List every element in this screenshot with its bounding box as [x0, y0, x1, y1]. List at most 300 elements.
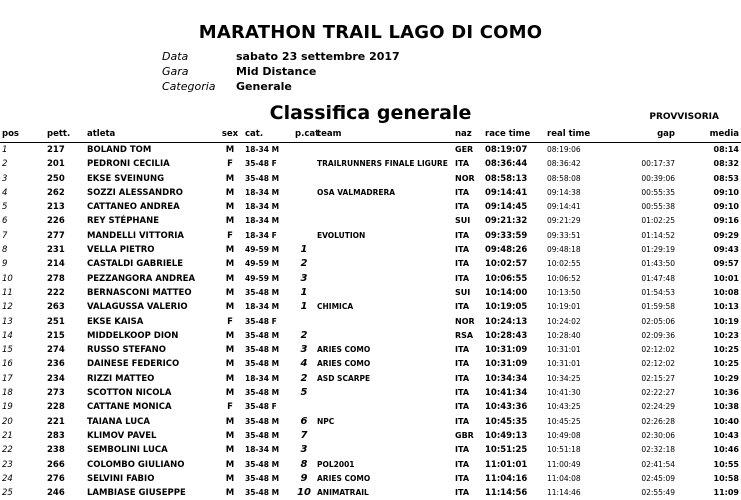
- cell-nationality: GBR: [453, 429, 483, 443]
- table-row: [0, 329, 741, 343]
- cell-race-time: 10:28:43: [483, 329, 545, 343]
- cell-real-time: 10:51:18: [545, 443, 605, 457]
- cell-pace: 10:40: [677, 415, 741, 429]
- cell-nationality: ITA: [453, 372, 483, 386]
- cell-category: 18-34 F: [243, 229, 293, 243]
- cell-pos: 7: [0, 229, 45, 243]
- cell-athlete: BERNASCONI MATTEO: [85, 286, 217, 300]
- cell-team: NPC: [315, 415, 453, 429]
- cell-real-time: 11:04:08: [545, 472, 605, 486]
- table-row: [0, 229, 741, 243]
- cell-real-time: 08:58:08: [545, 172, 605, 186]
- cell-sex: M: [217, 200, 243, 214]
- cell-bib: 251: [45, 315, 85, 329]
- cell-athlete: SCOTTON NICOLA: [85, 386, 217, 400]
- cell-real-time: 09:48:18: [545, 243, 605, 257]
- results-table: [0, 127, 741, 500]
- cell-real-time: 10:31:01: [545, 343, 605, 357]
- cell-real-time: 10:49:08: [545, 429, 605, 443]
- meta-value: Mid Distance: [236, 65, 316, 78]
- cell-race-time: 10:06:55: [483, 272, 545, 286]
- cell-pos: 17: [0, 372, 45, 386]
- cell-team: ASD SCARPE: [315, 372, 453, 386]
- table-row: [0, 486, 741, 500]
- cell-athlete: DAINESE FEDERICO: [85, 357, 217, 371]
- cell-pace: 10:25: [677, 357, 741, 371]
- table-row: [0, 172, 741, 186]
- cell-pace: 10:58: [677, 472, 741, 486]
- cell-category: 35-48 M: [243, 357, 293, 371]
- table-row: [0, 214, 741, 228]
- cell-category-rank: 2: [293, 372, 315, 386]
- cell-race-time: 10:34:34: [483, 372, 545, 386]
- cell-category-rank: 8: [293, 458, 315, 472]
- cell-bib: 266: [45, 458, 85, 472]
- cell-category: 35-48 M: [243, 386, 293, 400]
- cell-race-time: 11:01:01: [483, 458, 545, 472]
- cell-gap: 00:17:37: [605, 157, 677, 171]
- meta-label: Categoria: [162, 79, 236, 94]
- cell-race-time: 10:49:13: [483, 429, 545, 443]
- cell-category: 49-59 M: [243, 243, 293, 257]
- cell-sex: M: [217, 386, 243, 400]
- cell-bib: 221: [45, 415, 85, 429]
- cell-nationality: RSA: [453, 329, 483, 343]
- cell-athlete: LAMBIASE GIUSEPPE: [85, 486, 217, 500]
- cell-gap: 00:55:38: [605, 200, 677, 214]
- cell-pos: 15: [0, 343, 45, 357]
- cell-real-time: 10:19:01: [545, 300, 605, 314]
- cell-category-rank: [293, 315, 315, 329]
- cell-race-time: 10:31:09: [483, 343, 545, 357]
- cell-athlete: BOLAND TOM: [85, 143, 217, 158]
- cell-gap: 02:45:09: [605, 472, 677, 486]
- cell-gap: 02:24:29: [605, 400, 677, 414]
- cell-athlete: SELVINI FABIO: [85, 472, 217, 486]
- cell-nationality: ITA: [453, 472, 483, 486]
- cell-team: TRAILRUNNERS FINALE LIGURE: [315, 157, 453, 171]
- cell-athlete: EKSE KAISA: [85, 315, 217, 329]
- cell-sex: M: [217, 214, 243, 228]
- cell-gap: 01:54:53: [605, 286, 677, 300]
- cell-athlete: PEDRONI CECILIA: [85, 157, 217, 171]
- cell-sex: M: [217, 429, 243, 443]
- cell-pace: 10:36: [677, 386, 741, 400]
- table-row: [0, 243, 741, 257]
- cell-team: [315, 172, 453, 186]
- cell-gap: 02:30:06: [605, 429, 677, 443]
- cell-pos: 8: [0, 243, 45, 257]
- cell-bib: 201: [45, 157, 85, 171]
- cell-sex: M: [217, 329, 243, 343]
- cell-sex: M: [217, 415, 243, 429]
- table-row: [0, 386, 741, 400]
- col-header-sex: sex: [217, 127, 243, 143]
- col-header-pace: media: [677, 127, 741, 143]
- cell-category-rank: 1: [293, 243, 315, 257]
- cell-nationality: NOR: [453, 172, 483, 186]
- cell-team: POL2001: [315, 458, 453, 472]
- cell-nationality: SUI: [453, 286, 483, 300]
- cell-pace: 09:57: [677, 257, 741, 271]
- cell-athlete: PEZZANGORA ANDREA: [85, 272, 217, 286]
- cell-gap: 02:12:02: [605, 357, 677, 371]
- cell-pace: 10:23: [677, 329, 741, 343]
- cell-real-time: 11:14:46: [545, 486, 605, 500]
- cell-team: CHIMICA: [315, 300, 453, 314]
- status-badge: PROVVISORIA: [649, 112, 719, 122]
- col-header-athlete: atleta: [85, 127, 217, 143]
- cell-real-time: 10:13:50: [545, 286, 605, 300]
- cell-pace: 09:29: [677, 229, 741, 243]
- cell-pos: 23: [0, 458, 45, 472]
- cell-race-time: 11:04:16: [483, 472, 545, 486]
- cell-pos: 6: [0, 214, 45, 228]
- cell-real-time: 09:14:38: [545, 186, 605, 200]
- cell-sex: M: [217, 300, 243, 314]
- cell-sex: M: [217, 343, 243, 357]
- table-row: [0, 257, 741, 271]
- cell-category: 18-34 M: [243, 200, 293, 214]
- cell-nationality: GER: [453, 143, 483, 158]
- cell-nationality: ITA: [453, 200, 483, 214]
- cell-pace: 08:14: [677, 143, 741, 158]
- cell-team: OSA VALMADRERA: [315, 186, 453, 200]
- cell-category: 18-34 M: [243, 443, 293, 457]
- cell-real-time: 08:19:06: [545, 143, 605, 158]
- col-header-real-time: real time: [545, 127, 605, 143]
- cell-gap: 01:43:50: [605, 257, 677, 271]
- cell-category: 18-34 M: [243, 214, 293, 228]
- cell-gap: 02:15:27: [605, 372, 677, 386]
- cell-race-time: 10:45:35: [483, 415, 545, 429]
- cell-category: 49-59 M: [243, 257, 293, 271]
- cell-team: [315, 329, 453, 343]
- cell-category: 35-48 F: [243, 157, 293, 171]
- cell-nationality: ITA: [453, 229, 483, 243]
- cell-category-rank: [293, 157, 315, 171]
- cell-pos: 11: [0, 286, 45, 300]
- cell-team: ANIMATRAIL: [315, 486, 453, 500]
- cell-nationality: ITA: [453, 486, 483, 500]
- cell-category-rank: [293, 229, 315, 243]
- cell-sex: M: [217, 186, 243, 200]
- cell-real-time: 10:06:52: [545, 272, 605, 286]
- cell-real-time: 10:41:30: [545, 386, 605, 400]
- cell-category-rank: 7: [293, 429, 315, 443]
- cell-real-time: 11:00:49: [545, 458, 605, 472]
- cell-gap: 02:26:28: [605, 415, 677, 429]
- cell-bib: 238: [45, 443, 85, 457]
- cell-pos: 3: [0, 172, 45, 186]
- cell-pace: 10:29: [677, 372, 741, 386]
- cell-bib: 283: [45, 429, 85, 443]
- cell-pace: 08:53: [677, 172, 741, 186]
- cell-category: 35-48 M: [243, 429, 293, 443]
- cell-team: [315, 143, 453, 158]
- cell-category-rank: 10: [293, 486, 315, 500]
- cell-pos: 18: [0, 386, 45, 400]
- cell-race-time: 10:24:13: [483, 315, 545, 329]
- cell-category-rank: [293, 214, 315, 228]
- table-row: [0, 472, 741, 486]
- cell-team: [315, 315, 453, 329]
- cell-sex: F: [217, 400, 243, 414]
- cell-athlete: EKSE SVEINUNG: [85, 172, 217, 186]
- col-header-category-rank: p.cat: [293, 127, 315, 143]
- cell-nationality: ITA: [453, 300, 483, 314]
- cell-nationality: ITA: [453, 400, 483, 414]
- cell-team: ARIES COMO: [315, 472, 453, 486]
- cell-bib: 276: [45, 472, 85, 486]
- cell-category: 35-48 M: [243, 415, 293, 429]
- table-row: [0, 429, 741, 443]
- cell-nationality: ITA: [453, 272, 483, 286]
- cell-sex: F: [217, 315, 243, 329]
- cell-pos: 20: [0, 415, 45, 429]
- cell-race-time: 08:58:13: [483, 172, 545, 186]
- cell-bib: 213: [45, 200, 85, 214]
- cell-category-rank: 3: [293, 443, 315, 457]
- cell-athlete: VALAGUSSA VALERIO: [85, 300, 217, 314]
- meta-label: Data: [162, 49, 236, 64]
- cell-team: [315, 429, 453, 443]
- cell-athlete: CATTANEO ANDREA: [85, 200, 217, 214]
- cell-category: 35-48 F: [243, 315, 293, 329]
- cell-bib: 277: [45, 229, 85, 243]
- cell-category-rank: 3: [293, 272, 315, 286]
- cell-race-time: 08:36:44: [483, 157, 545, 171]
- col-header-bib: pett.: [45, 127, 85, 143]
- cell-team: [315, 257, 453, 271]
- cell-bib: 246: [45, 486, 85, 500]
- cell-sex: M: [217, 486, 243, 500]
- cell-sex: M: [217, 372, 243, 386]
- meta-date: [162, 49, 400, 64]
- cell-real-time: 10:43:25: [545, 400, 605, 414]
- cell-bib: 234: [45, 372, 85, 386]
- cell-real-time: 10:34:25: [545, 372, 605, 386]
- cell-category-rank: [293, 186, 315, 200]
- cell-category: 35-48 M: [243, 172, 293, 186]
- table-row: [0, 415, 741, 429]
- cell-nationality: ITA: [453, 257, 483, 271]
- cell-team: [315, 200, 453, 214]
- cell-athlete: SOZZI ALESSANDRO: [85, 186, 217, 200]
- cell-team: [315, 286, 453, 300]
- meta-category: [162, 79, 400, 94]
- cell-category: 35-48 M: [243, 329, 293, 343]
- cell-bib: 228: [45, 400, 85, 414]
- cell-category-rank: 5: [293, 386, 315, 400]
- cell-category-rank: [293, 400, 315, 414]
- cell-category-rank: 4: [293, 357, 315, 371]
- cell-real-time: 10:24:02: [545, 315, 605, 329]
- cell-pace: 09:43: [677, 243, 741, 257]
- table-row: [0, 443, 741, 457]
- col-header-gap: gap: [605, 127, 677, 143]
- cell-athlete: CASTALDI GABRIELE: [85, 257, 217, 271]
- cell-real-time: 10:45:25: [545, 415, 605, 429]
- cell-gap: 02:09:36: [605, 329, 677, 343]
- cell-race-time: 10:14:00: [483, 286, 545, 300]
- meta-race: [162, 64, 400, 79]
- table-row: [0, 186, 741, 200]
- cell-pace: 10:19: [677, 315, 741, 329]
- cell-nationality: NOR: [453, 315, 483, 329]
- cell-pace: 08:32: [677, 157, 741, 171]
- col-header-category: cat.: [243, 127, 293, 143]
- meta-value: sabato 23 settembre 2017: [236, 50, 400, 63]
- col-header-race-time: race time: [483, 127, 545, 143]
- meta-label: Gara: [162, 64, 236, 79]
- cell-pos: 21: [0, 429, 45, 443]
- table-row: [0, 300, 741, 314]
- cell-sex: M: [217, 172, 243, 186]
- cell-bib: 231: [45, 243, 85, 257]
- cell-pace: 10:25: [677, 343, 741, 357]
- cell-category-rank: 2: [293, 329, 315, 343]
- table-header-row: [0, 127, 741, 143]
- cell-pos: 9: [0, 257, 45, 271]
- cell-athlete: MANDELLI VITTORIA: [85, 229, 217, 243]
- cell-sex: M: [217, 458, 243, 472]
- cell-nationality: ITA: [453, 386, 483, 400]
- cell-sex: F: [217, 157, 243, 171]
- cell-bib: 274: [45, 343, 85, 357]
- cell-athlete: TAIANA LUCA: [85, 415, 217, 429]
- cell-team: ARIES COMO: [315, 357, 453, 371]
- cell-team: [315, 386, 453, 400]
- cell-team: ARIES COMO: [315, 343, 453, 357]
- cell-pace: 09:16: [677, 214, 741, 228]
- cell-race-time: 09:48:26: [483, 243, 545, 257]
- cell-pace: 11:09: [677, 486, 741, 500]
- table-row: [0, 286, 741, 300]
- col-header-nationality: naz: [453, 127, 483, 143]
- cell-category: 35-48 M: [243, 343, 293, 357]
- page-title: MARATHON TRAIL LAGO DI COMO: [0, 22, 741, 43]
- cell-gap: 02:05:06: [605, 315, 677, 329]
- cell-sex: M: [217, 257, 243, 271]
- cell-pos: 1: [0, 143, 45, 158]
- cell-race-time: 08:19:07: [483, 143, 545, 158]
- cell-pace: 10:08: [677, 286, 741, 300]
- cell-gap: 01:02:25: [605, 214, 677, 228]
- cell-bib: 215: [45, 329, 85, 343]
- cell-athlete: KLIMOV PAVEL: [85, 429, 217, 443]
- cell-sex: M: [217, 286, 243, 300]
- cell-nationality: ITA: [453, 343, 483, 357]
- cell-bib: 217: [45, 143, 85, 158]
- cell-bib: 222: [45, 286, 85, 300]
- cell-pace: 09:10: [677, 186, 741, 200]
- table-row: [0, 372, 741, 386]
- table-row: [0, 157, 741, 171]
- cell-pos: 24: [0, 472, 45, 486]
- cell-category-rank: 6: [293, 415, 315, 429]
- cell-pace: 10:46: [677, 443, 741, 457]
- cell-race-time: 10:19:05: [483, 300, 545, 314]
- cell-real-time: 10:28:40: [545, 329, 605, 343]
- cell-category-rank: 2: [293, 257, 315, 271]
- cell-category-rank: [293, 143, 315, 158]
- cell-race-time: 10:02:57: [483, 257, 545, 271]
- cell-race-time: 09:21:32: [483, 214, 545, 228]
- cell-athlete: CATTANE MONICA: [85, 400, 217, 414]
- cell-nationality: SUI: [453, 214, 483, 228]
- cell-real-time: 09:14:41: [545, 200, 605, 214]
- cell-category: 18-34 M: [243, 143, 293, 158]
- cell-race-time: 10:43:36: [483, 400, 545, 414]
- cell-race-time: 09:14:45: [483, 200, 545, 214]
- cell-nationality: ITA: [453, 415, 483, 429]
- cell-real-time: 10:02:55: [545, 257, 605, 271]
- cell-nationality: ITA: [453, 186, 483, 200]
- cell-sex: M: [217, 443, 243, 457]
- cell-gap: 01:29:19: [605, 243, 677, 257]
- cell-pace: 10:01: [677, 272, 741, 286]
- cell-athlete: COLOMBO GIULIANO: [85, 458, 217, 472]
- col-header-pos: pos: [0, 127, 45, 143]
- cell-athlete: MIDDELKOOP DION: [85, 329, 217, 343]
- cell-sex: F: [217, 229, 243, 243]
- cell-category: 18-34 M: [243, 186, 293, 200]
- cell-pos: 22: [0, 443, 45, 457]
- cell-race-time: 09:14:41: [483, 186, 545, 200]
- cell-team: [315, 214, 453, 228]
- cell-athlete: REY STÉPHANE: [85, 214, 217, 228]
- cell-pos: 4: [0, 186, 45, 200]
- cell-category-rank: 3: [293, 343, 315, 357]
- cell-pace: 10:43: [677, 429, 741, 443]
- cell-bib: 226: [45, 214, 85, 228]
- cell-pos: 14: [0, 329, 45, 343]
- cell-nationality: ITA: [453, 357, 483, 371]
- cell-athlete: RUSSO STEFANO: [85, 343, 217, 357]
- cell-real-time: 09:21:29: [545, 214, 605, 228]
- cell-race-time: 10:31:09: [483, 357, 545, 371]
- cell-sex: M: [217, 243, 243, 257]
- cell-real-time: 10:31:01: [545, 357, 605, 371]
- cell-race-time: 11:14:56: [483, 486, 545, 500]
- cell-sex: M: [217, 472, 243, 486]
- cell-bib: 278: [45, 272, 85, 286]
- cell-gap: [605, 143, 677, 158]
- cell-race-time: 10:41:34: [483, 386, 545, 400]
- cell-category: 35-48 M: [243, 458, 293, 472]
- cell-category-rank: [293, 200, 315, 214]
- cell-bib: 250: [45, 172, 85, 186]
- cell-category-rank: [293, 172, 315, 186]
- cell-team: [315, 272, 453, 286]
- cell-category: 49-59 M: [243, 272, 293, 286]
- table-body: [0, 143, 741, 500]
- cell-gap: 01:59:58: [605, 300, 677, 314]
- cell-gap: 00:55:35: [605, 186, 677, 200]
- cell-category: 35-48 M: [243, 286, 293, 300]
- cell-category: 18-34 M: [243, 300, 293, 314]
- cell-pos: 5: [0, 200, 45, 214]
- cell-pace: 10:13: [677, 300, 741, 314]
- table-row: [0, 357, 741, 371]
- cell-sex: M: [217, 357, 243, 371]
- cell-gap: 01:14:52: [605, 229, 677, 243]
- cell-category: 35-48 M: [243, 486, 293, 500]
- cell-gap: 02:22:27: [605, 386, 677, 400]
- cell-pace: 10:38: [677, 400, 741, 414]
- cell-sex: M: [217, 143, 243, 158]
